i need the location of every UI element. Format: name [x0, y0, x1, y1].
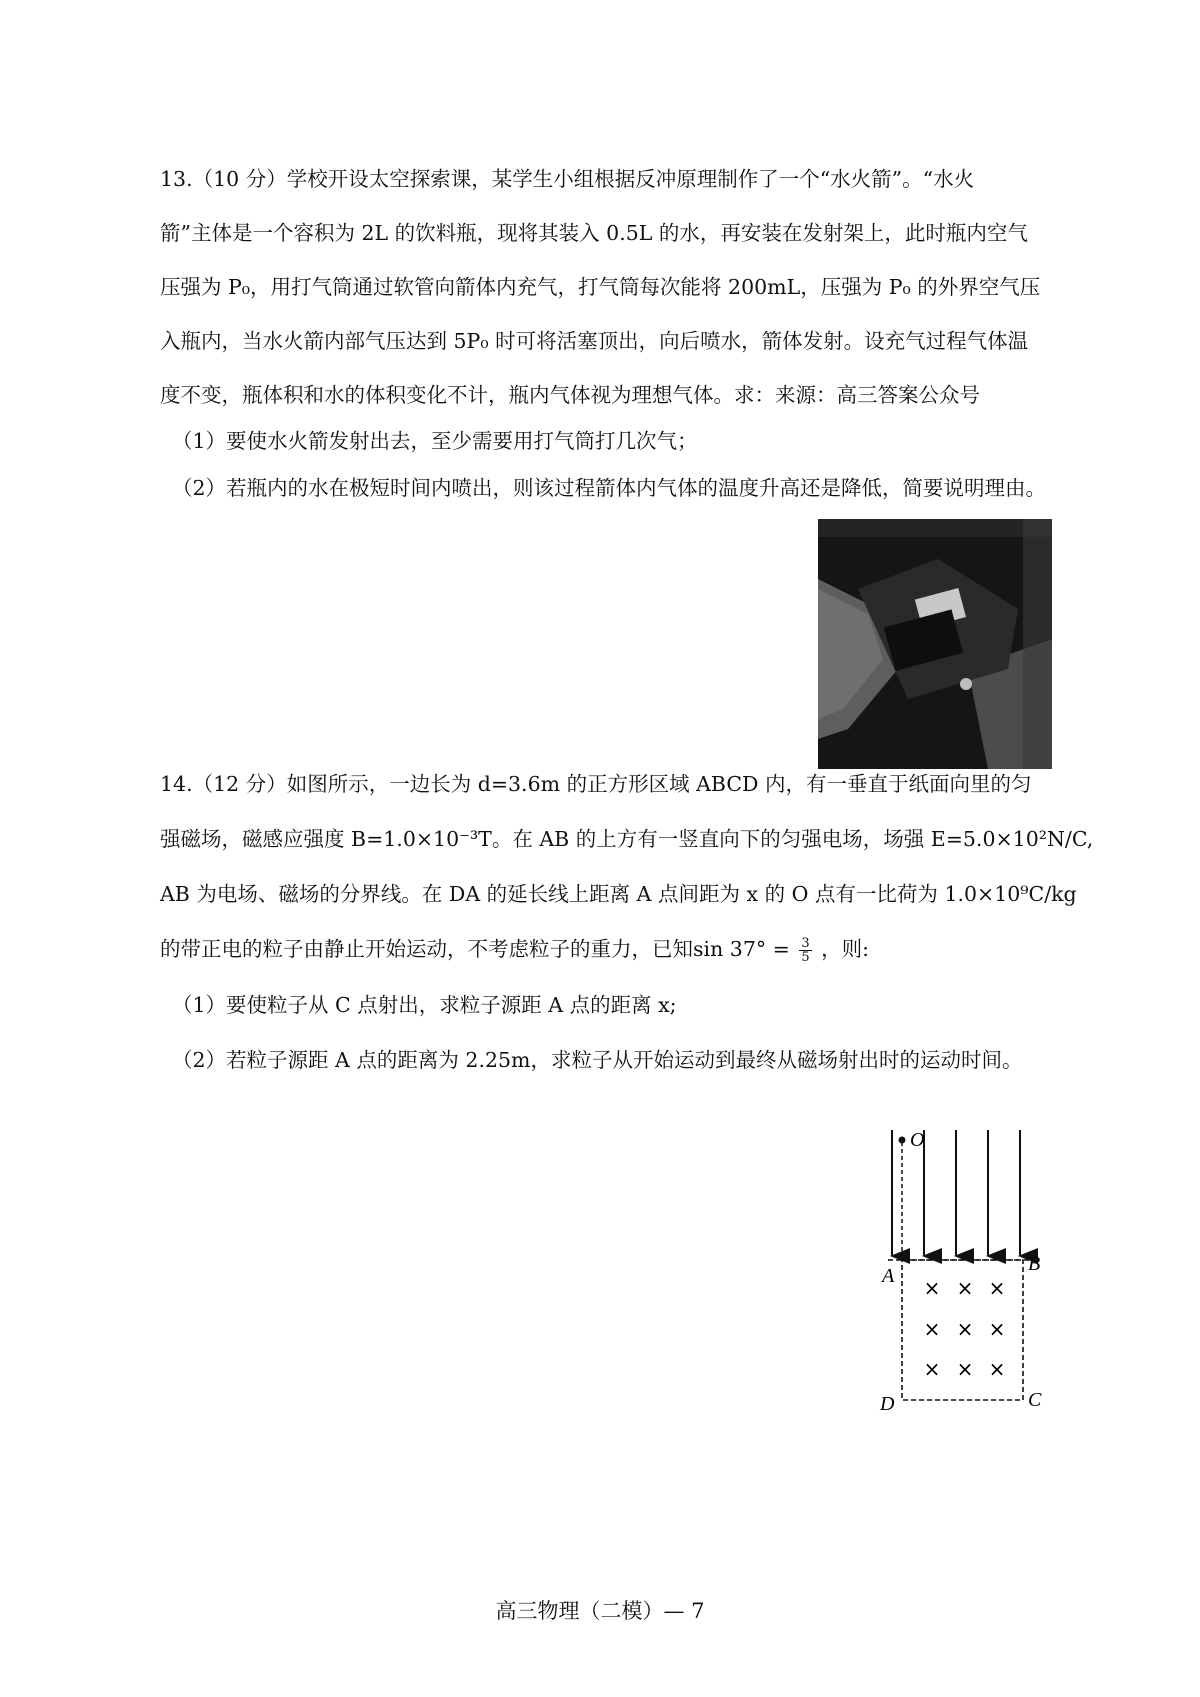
fraction-numerator: 3: [801, 936, 810, 951]
cross-mark: ×: [988, 1317, 1006, 1341]
label-a: A: [882, 1265, 895, 1287]
label-o: O: [910, 1129, 925, 1151]
cross-mark: ×: [923, 1357, 941, 1381]
q14-line-4-end: ，则:: [821, 937, 870, 961]
source-point-o: [899, 1137, 906, 1144]
q14-line-2: 强磁场，磁感应强度 B=1.0×10⁻³T。在 AB 的上方有一竖直向下的匀强电场，场强 E=5.0×10²N/C,: [160, 827, 1094, 851]
cross-mark: ×: [988, 1357, 1006, 1381]
label-c: C: [1028, 1389, 1042, 1410]
water-rocket-photo: [818, 519, 1052, 769]
q13-line-4: 入瓶内，当水火箭内部气压达到 5P₀ 时可将活塞顶出，向后喷水，箭体发射。设充气过程气体温: [160, 329, 1029, 353]
q14-line-4: [160, 936, 869, 964]
field-diagram: [870, 1110, 1070, 1410]
cross-mark: ×: [956, 1317, 974, 1341]
q13-sub-1: （1）要使水火箭发射出去，至少需要用打气筒打几次气；: [172, 429, 698, 453]
q14-line-3: AB 为电场、磁场的分界线。在 DA 的延长线上距离 A 点间距为 x 的 O 点有一比荷为 1.0×10⁹C/kg: [160, 882, 1077, 906]
q13-line-2: 箭”主体是一个容积为 2L 的饮料瓶，现将其装入 0.5L 的水，再安装在发射架上，此时瓶内空气: [160, 221, 1028, 245]
cross-mark: ×: [956, 1357, 974, 1381]
q13-line-3: 压强为 P₀，用打气筒通过软管向箭体内充气，打气筒每次能将 200mL，压强为 P₀ 的外界空气压: [160, 275, 1041, 299]
q14-line-1: 14.（12 分）如图所示，一边长为 d=3.6m 的正方形区域 ABCD 内，有一垂直于纸面向里的匀: [160, 772, 1032, 796]
q13-line-5: 度不变，瓶体积和水的体积变化不计，瓶内气体视为理想气体。求：来源：高三答案公众号: [160, 383, 980, 407]
cross-mark: ×: [923, 1317, 941, 1341]
q14-sub-1: （1）要使粒子从 C 点射出，求粒子源距 A 点的距离 x;: [172, 993, 677, 1017]
q14-line-4-text: 的带正电的粒子由静止开始运动，不考虑粒子的重力，已知sin 37° =: [160, 937, 797, 961]
cross-mark: ×: [923, 1276, 941, 1300]
fraction-denominator: 5: [801, 950, 810, 965]
page-footer: 高三物理（二模）— 7: [495, 1599, 705, 1623]
q14-sub-2: （2）若粒子源距 A 点的距离为 2.25m，求粒子从开始运动到最终从磁场射出时的运动时间。: [172, 1048, 1023, 1072]
magnetic-field-crosses: [924, 1276, 1006, 1381]
label-b: B: [1028, 1253, 1041, 1275]
sin-fraction: [799, 937, 811, 964]
cross-mark: ×: [988, 1276, 1006, 1300]
label-d: D: [880, 1393, 895, 1410]
q13-sub-2: （2）若瓶内的水在极短时间内喷出，则该过程箭体内气体的温度升高还是降低，简要说明理由。: [172, 476, 1047, 500]
q13-line-1: 13.（10 分）学校开设太空探索课，某学生小组根据反冲原理制作了一个“水火箭”。“水火: [160, 167, 975, 191]
cross-mark: ×: [956, 1276, 974, 1300]
